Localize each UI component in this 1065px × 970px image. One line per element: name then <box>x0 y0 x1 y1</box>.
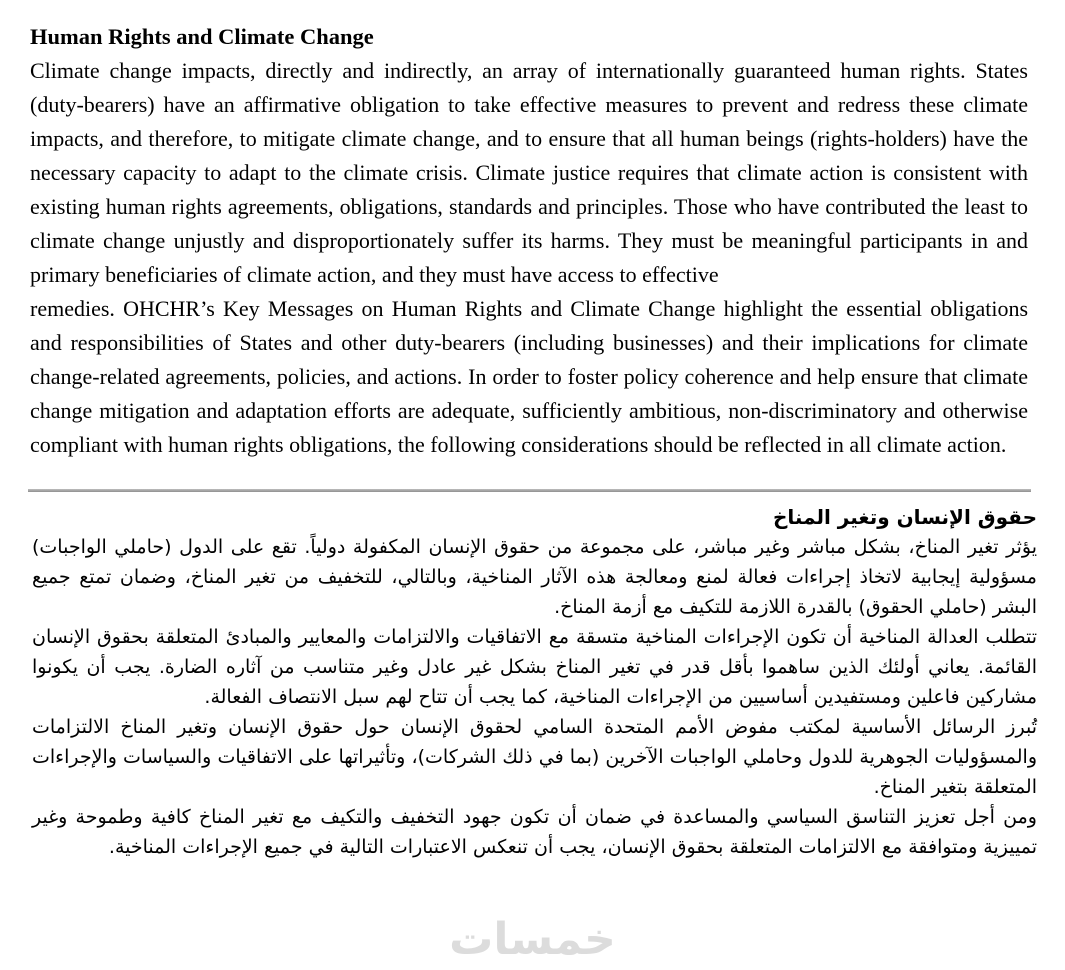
arabic-paragraph-2: تتطلب العدالة المناخية أن تكون الإجراءات المناخية متسقة مع الاتفاقيات والالتزامات والمعايير والمبادئ المتعلقة بحقوق الإنسان القائمة. يعاني أولئك الذين ساهموا بأقل قدر في تغير المناخ بشكل غير عادل وغير متناسب من آثاره الضارة. يجب أن يكونوا مشاركين فاعلين ومستفيدين أساسيين من الإجراءات المناخية، كما يجب أن تتاح لهم سبل الانتصاف الفعالة. <box>32 626 1037 708</box>
english-heading: Human Rights and Climate Change <box>30 24 374 49</box>
arabic-section <box>32 502 1037 862</box>
english-paragraph-2: remedies. OHCHR’s Key Messages on Human Rights and Climate Change highlight the essential obligations and responsibilities of States and other duty-bearers (including businesses) and their implications for climate change-related agreements, policies, and actions. In order to foster policy coherence and help ensure that climate change mitigation and adaptation efforts are adequate, sufficiently ambitious, non-discriminatory and otherwise compliant with human rights obligations, the following considerations should be reflected in all climate action. <box>30 296 1028 457</box>
arabic-heading: حقوق الإنسان وتغير المناخ <box>772 505 1037 529</box>
arabic-paragraph-1: يؤثر تغير المناخ، بشكل مباشر وغير مباشر، على مجموعة من حقوق الإنسان المكفولة دولياً. تقع على الدول (حاملي الواجبات) مسؤولية إيجابية لاتخاذ إجراءات فعالة لمنع ومعالجة هذه الآثار المناخية، وبالتالي، للتخفيف من تغير المناخ، وضمان تمتع جميع البشر (حاملي الحقوق) بالقدرة اللازمة للتكيف مع أزمة المناخ. <box>32 536 1037 618</box>
arabic-paragraph-3: تُبرز الرسائل الأساسية لمكتب مفوض الأمم المتحدة السامي لحقوق الإنسان حول حقوق الإنسان وتغير المناخ الالتزامات والمسؤوليات الجوهرية للدول وحاملي الواجبات الآخرين (بما في ذلك الشركات)، وتأثيراتها على الاتفاقيات والسياسات والإجراءات المتعلقة بتغير المناخ. <box>32 716 1037 798</box>
khamsat-watermark: خمسات <box>449 914 616 965</box>
section-divider <box>28 489 1031 492</box>
english-paragraph-1: Climate change impacts, directly and indirectly, an array of internationally guaranteed human rights. States (duty-bearers) have an affirmative obligation to take effective measures to prevent and redress these climate impacts, and therefore, to mitigate climate change, and to ensure that all human beings (rights-holders) have the necessary capacity to adapt to the climate crisis. Climate justice requires that climate action is consistent with existing human rights agreements, obligations, standards and principles. Those who have contributed the least to climate change unjustly and disproportionately suffer its harms. They must be meaningful participants in and primary beneficiaries of climate action, and they must have access to effective <box>30 58 1028 287</box>
arabic-paragraph-4: ومن أجل تعزيز التناسق السياسي والمساعدة في ضمان أن تكون جهود التخفيف والتكيف مع تغير المناخ كافية وطموحة وغير تمييزية ومتوافقة مع الالتزامات المتعلقة بحقوق الإنسان، يجب أن تنعكس الاعتبارات التالية في جميع الإجراءات المناخية. <box>32 806 1037 858</box>
